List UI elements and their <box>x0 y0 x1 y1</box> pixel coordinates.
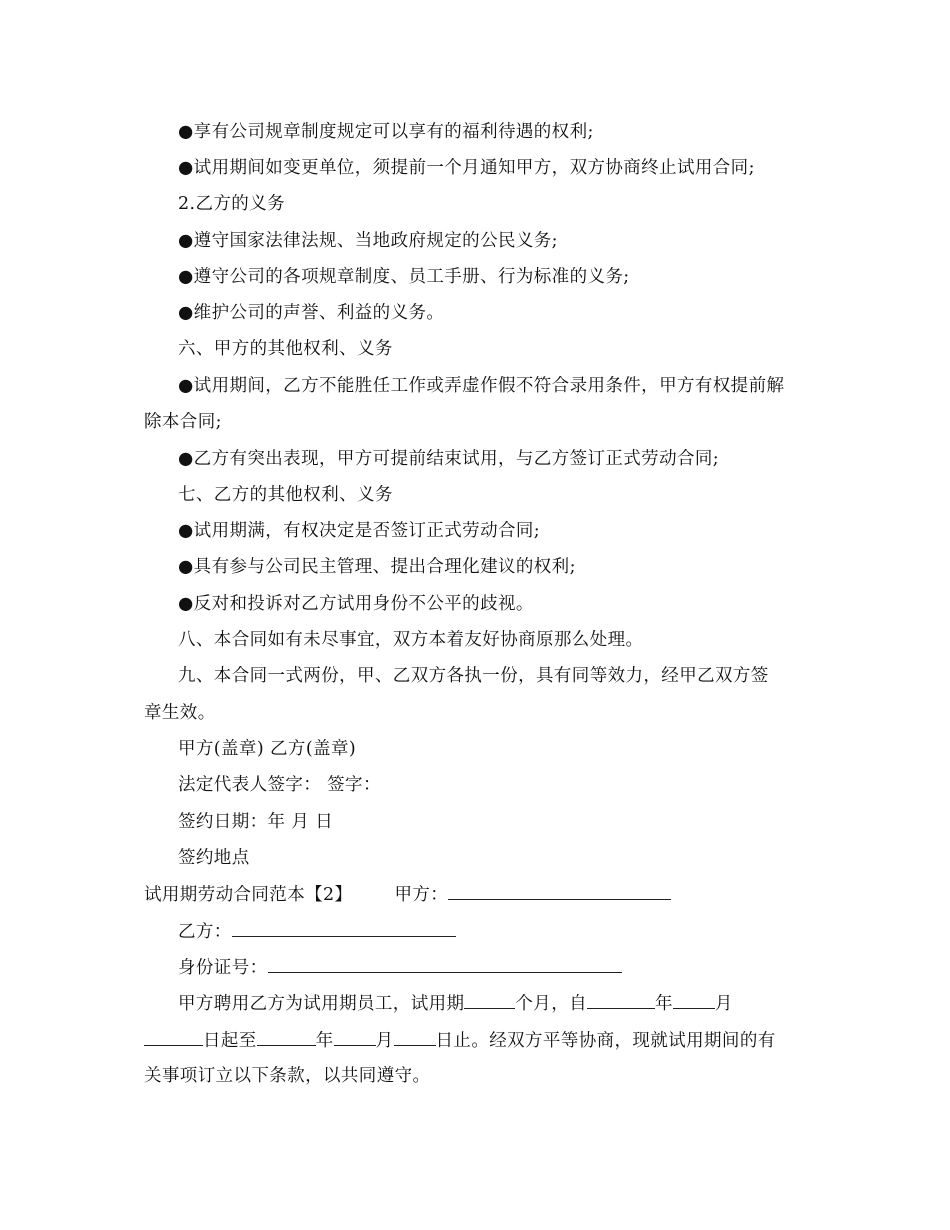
section-seven-heading: 七、乙方的其他权利、义务 <box>178 485 393 505</box>
start-month-field[interactable] <box>673 992 715 1009</box>
party-b-field[interactable] <box>232 920 456 937</box>
probation-text-a: 甲方聘用乙方为试用期员工，试用期 <box>178 994 465 1014</box>
probation-paragraph-line1 <box>178 992 733 1015</box>
id-number-label: 身份证号： <box>178 958 268 978</box>
section-nine-line1: 九、本合同一式两份，甲、乙双方各执一份，具有同等效力，经甲乙双方签 <box>178 666 769 686</box>
probation-text-f: 年 <box>315 1031 334 1051</box>
probation-text-c: 年 <box>655 994 673 1014</box>
probation-paragraph-line2 <box>144 1029 776 1052</box>
bullet-terminate-line2: 除本合同; <box>144 412 222 432</box>
section-eight: 八、本合同如有未尽事宜，双方本着友好协商原那么处理。 <box>178 630 644 650</box>
end-day-field[interactable] <box>394 1029 436 1046</box>
bullet-obey-rules: ●遵守公司的各项规章制度、员工手册、行为标准的义务; <box>178 267 630 287</box>
section-nine-line2: 章生效。 <box>144 703 216 723</box>
party-a-field[interactable] <box>448 883 671 900</box>
sign-place-line: 签约地点 <box>178 848 250 868</box>
bullet-welfare-right: ●享有公司规章制度规定可以享有的福利待遇的权利; <box>178 122 594 142</box>
end-year-field[interactable] <box>257 1029 316 1046</box>
bullet-obey-law: ●遵守国家法律法规、当地政府规定的公民义务; <box>178 231 558 251</box>
signature-line: 法定代表人签字： 签字： <box>178 775 381 795</box>
bullet-participate: ●具有参与公司民主管理、提出合理化建议的权利; <box>178 557 576 577</box>
contract-title-row <box>144 883 671 906</box>
section-party-b-duties: 2.乙方的义务 <box>178 194 285 214</box>
seal-line: 甲方(盖章) 乙方(盖章) <box>178 739 357 759</box>
bullet-reputation: ●维护公司的声誉、利益的义务。 <box>178 303 445 323</box>
probation-months-field[interactable] <box>464 992 515 1009</box>
probation-text-d: 月 <box>714 994 733 1014</box>
end-month-field[interactable] <box>334 1029 376 1046</box>
bullet-oppose-discrimination: ●反对和投诉对乙方试用身份不公平的歧视。 <box>178 594 534 614</box>
contract-title: 试用期劳动合同范本【2】 <box>144 885 353 905</box>
bullet-change-employer: ●试用期间如变更单位，须提前一个月通知甲方，双方协商终止试用合同; <box>178 158 755 178</box>
bullet-terminate-line1: ●试用期间，乙方不能胜任工作或弄虚作假不符合录用条件，甲方有权提前解 <box>178 376 785 396</box>
party-b-label: 乙方： <box>178 922 232 942</box>
probation-text-g: 月 <box>375 1031 394 1051</box>
sign-date-line: 签约日期：年 月 日 <box>178 812 334 832</box>
start-day-field[interactable] <box>144 1029 203 1046</box>
bullet-decide-contract: ●试用期满，有权决定是否签订正式劳动合同; <box>178 521 541 541</box>
probation-text-h: 日止。经双方平等协商，现就试用期间的有 <box>435 1031 776 1051</box>
id-number-row <box>178 956 622 979</box>
probation-paragraph-line3: 关事项订立以下条款，以共同遵守。 <box>144 1066 431 1086</box>
bullet-early-end: ●乙方有突出表现，甲方可提前结束试用，与乙方签订正式劳动合同; <box>178 449 720 469</box>
probation-text-e: 日起至 <box>203 1031 257 1051</box>
probation-text-b: 个月，自 <box>515 994 588 1014</box>
start-year-field[interactable] <box>587 992 655 1009</box>
party-a-label: 甲方： <box>394 885 449 905</box>
section-six-heading: 六、甲方的其他权利、义务 <box>178 339 393 359</box>
party-b-row <box>178 920 456 943</box>
id-number-field[interactable] <box>268 956 622 973</box>
